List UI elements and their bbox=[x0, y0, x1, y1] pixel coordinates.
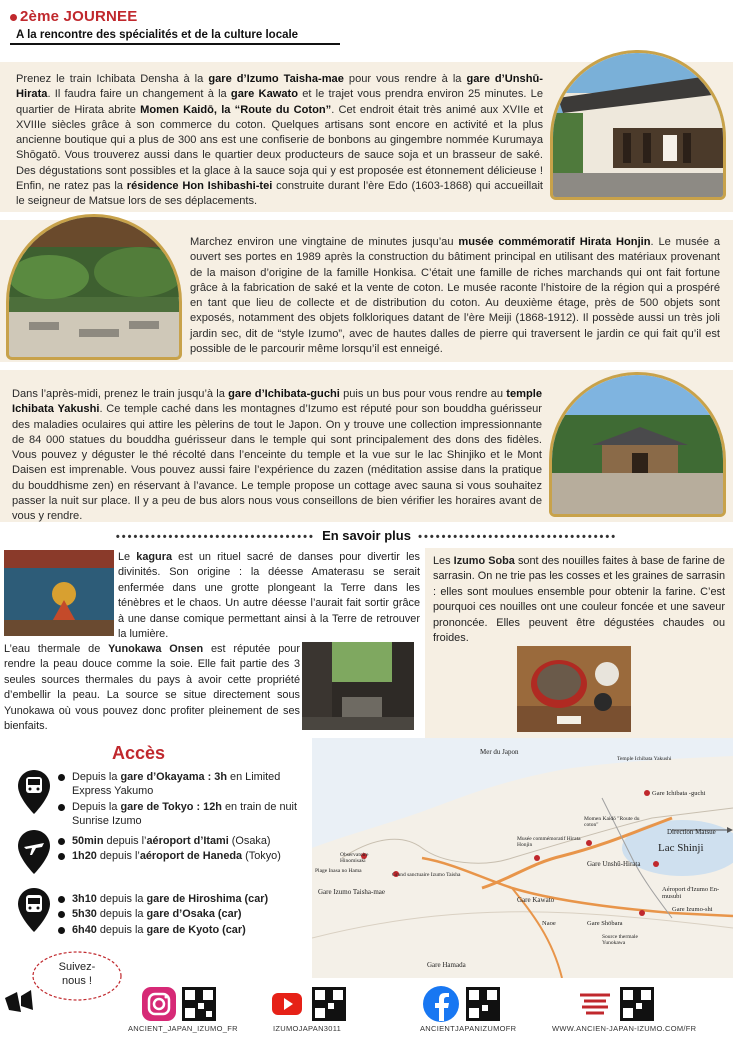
text-run: depuis la bbox=[96, 893, 147, 905]
instagram-label: ANCIENT_JAPAN_IZUMO_FR bbox=[128, 1024, 238, 1033]
text-run: (Tokyo) bbox=[242, 850, 281, 863]
plane-list bbox=[58, 834, 298, 865]
text-run: Marchez environ une vingtaine de minutes jusqu’au bbox=[190, 236, 459, 248]
bold-text: 3h10 bbox=[72, 893, 97, 905]
soba-text bbox=[433, 554, 725, 646]
acces-item bbox=[58, 849, 298, 863]
map-label: Gare Ichibata -guchi bbox=[652, 790, 706, 797]
bold-text: gare de Kyoto (car) bbox=[146, 923, 246, 936]
bold-text: gare de Hiroshima (car) bbox=[146, 893, 269, 905]
map-label: Source thermale Yunokawa bbox=[602, 934, 638, 946]
bold-text: gare d’Unshū-Hirata bbox=[16, 73, 543, 101]
bold-text: gare Kawato bbox=[230, 88, 299, 101]
text-run: . Le musée a ouvert ses portes en 1989 après la construction du bâtiment principal en utilisant des matériaux provenant de la maison d’origine de la famille Honkisa. C’était une famille de riches marchands qui ont fait fortune grâce à la fabrication de saké et la vente de coton. Le musée raconte l’histoire de la région qui a prospéré en tant que lieu de collecte et de distribution du coton. Au deuxième étage, près de 500 objets sont exposés, notamment des objets folkloriques datant de l’ère Meiji (1868-1912). Il possède aussi un très joli jardin sec, dit de “style Izumo”, avec de hautes dalles de pierre qui traversent le jardin ce qui fait qu’il est possible de le parcourir même lorsqu’il est enneigé. bbox=[190, 236, 721, 356]
text-run: en Limited Express Yakumo bbox=[72, 771, 281, 798]
acces-item bbox=[58, 770, 298, 799]
day-title: 2ème JOURNEE bbox=[10, 8, 370, 25]
acces-item bbox=[58, 923, 298, 937]
bus-list bbox=[58, 892, 298, 938]
bold-text: Izumo Soba bbox=[453, 555, 515, 567]
instagram-link[interactable] bbox=[142, 985, 220, 1028]
youtube-label: IZUMOJAPAN3011 bbox=[273, 1024, 342, 1033]
bold-text: aéroport d’Itami bbox=[146, 835, 229, 847]
onsen-text bbox=[4, 642, 300, 734]
map-label: Gare Shōbara bbox=[587, 920, 623, 927]
map-label: Gare Izumo Taisha-mae bbox=[318, 888, 386, 896]
bold-text: temple Ichibata Yakushi bbox=[12, 388, 543, 416]
website-link[interactable] bbox=[576, 985, 658, 1028]
section-ichibata-text bbox=[12, 387, 542, 525]
kagura-text bbox=[118, 550, 420, 642]
follow-us-text: Suivez-nous ! bbox=[58, 961, 96, 987]
bold-text: aéroport de Haneda bbox=[139, 850, 243, 863]
bold-text: gare d’Ichibata-guchi bbox=[228, 388, 340, 400]
text-run: Les bbox=[433, 555, 454, 567]
airplane-icon bbox=[18, 830, 58, 879]
bold-text: musée commémoratif Hirata Honjin bbox=[458, 236, 651, 248]
text-run: . Il faudra faire un changement à la bbox=[47, 88, 231, 101]
map-label: Aéroport d'Izumo En-musubi bbox=[662, 886, 720, 900]
map-label: Naoe bbox=[542, 920, 556, 927]
bold-text: gare d’Izumo Taisha-mae bbox=[208, 73, 344, 85]
bold-text: 6h40 bbox=[72, 923, 97, 936]
text-run: sont des nouilles faites à base de farine de sarrasin. On ne trie pas les cosses et les graines de sarrasin : elles sont moulues ensemble pour obtenir la farine. C’est pourquoi ces nouilles ont une couleur foncée et une saveur prononcée. Elles peuvent être dégustées chaudes ou froides. bbox=[433, 555, 725, 645]
bold-text: Yunokawa Onsen bbox=[108, 643, 204, 655]
more-title: •••••••••••••••••••••••••••••••••• En savoir plus •••••••••••••••••••••••••••••••••• bbox=[115, 528, 618, 543]
website-label: WWW.ANCIEN-JAPAN-IZUMO.COM/FR bbox=[552, 1024, 697, 1033]
bus-icon bbox=[18, 888, 58, 937]
text-run: puis un bus pour vous rendre au bbox=[339, 388, 507, 400]
map-label: Momen Kaidō "Route du coton" bbox=[584, 816, 640, 828]
text-run: depuis l’ bbox=[96, 850, 140, 863]
page-header bbox=[10, 8, 370, 45]
acces-item bbox=[58, 892, 298, 906]
bold-text: kagura bbox=[136, 551, 172, 563]
text-run: Prenez le train Ichibata Densha à la bbox=[16, 73, 209, 85]
text-run: Depuis la bbox=[72, 800, 121, 813]
text-run: pour vous rendre à la bbox=[343, 73, 467, 85]
photo-kagura bbox=[4, 550, 114, 636]
map-lake-label: Lac Shinji bbox=[658, 842, 704, 854]
bold-text: 5h30 bbox=[72, 908, 97, 921]
text-run: est un rituel sacré de danses pour divertir les divinités. Son origine : la déesse Amaterasu se serait enfermée dans une grotte plongeant la Terre dans les ténèbres et le chaos. Un autre déesse l’aurait fait sortir grâce à une danse comique permettant ainsi à la Terre de retrouver la lumière. bbox=[118, 551, 420, 641]
bold-text: 50min bbox=[72, 835, 104, 847]
map-label: Direction Matsue bbox=[667, 828, 716, 836]
map-label: Gare Kawato bbox=[517, 896, 555, 904]
text-run: construite durant l’ère Edo (1603-1868) qui accueillait le seigneur de Matsue lors de ses déplacements. bbox=[16, 180, 543, 208]
acces-item bbox=[58, 800, 298, 829]
train-icon bbox=[18, 770, 58, 819]
map-label: Plage Inasa no Hama bbox=[315, 868, 362, 874]
text-run: Le bbox=[118, 551, 137, 563]
text-run: Depuis la bbox=[72, 771, 121, 783]
text-run: depuis l’ bbox=[103, 835, 147, 847]
map-label: Grand sanctuaire Izumo Taisha bbox=[392, 872, 461, 878]
text-run: depuis la bbox=[96, 908, 147, 921]
text-run: (Osaka) bbox=[228, 835, 271, 847]
acces-item bbox=[58, 907, 298, 921]
section-honjin-text bbox=[190, 235, 720, 357]
text-run: et le trajet vous prendra environ 25 minutes. Le quartier de Hirata abrite bbox=[16, 88, 544, 116]
map-sea-label: Mer du Japon bbox=[480, 748, 519, 756]
facebook-label: ANCIENTJAPANIZUMOFR bbox=[420, 1024, 517, 1033]
photo-yunokawa-onsen bbox=[302, 642, 414, 730]
bold-text: gare de Tokyo : 12h bbox=[120, 800, 222, 813]
acces-item bbox=[58, 834, 298, 848]
youtube-link[interactable] bbox=[272, 985, 350, 1028]
acces-title: Accès bbox=[112, 743, 166, 763]
day-subtitle: A la rencontre des spécialités et de la culture locale bbox=[10, 29, 340, 45]
text-run: . Ce temple caché dans les montagnes d’Izumo est réputé pour son bouddha guérisseur des maladies oculaires qui attire les pèlerins de tout le Japon. On y trouve une collection impressionnante de 84 000 statues du bouddha guérisseur dans le temple qui sont principalement des dons des fidèles. Vous pouvez y déguster le thé récolté dans l’enceinte du temple et la vue sur le lac Shinjiko et le Mont Daisen est imprenable. Vous pouvez aussi faire l’expérience du zazen (méditation assise dans la pratique du bouddhisme zen) en réservant à l’avance. Le temple propose un cottage avec sauna si vous souhaitez passer la nuit sur place. Il y a peu de bus alors nous vous conseillons de bien vérifier les horaires avant de vous y rendre. bbox=[12, 403, 542, 523]
text-run: en train de nuit Sunrise Izumo bbox=[72, 800, 297, 828]
facebook-link[interactable] bbox=[422, 985, 504, 1028]
soba-box bbox=[425, 548, 733, 738]
bold-text: Momen Kaidō, la “Route du Coton” bbox=[140, 103, 332, 116]
map-label: Gare Hamada bbox=[427, 961, 466, 969]
bold-text: résidence Hon Ishibashi-tei bbox=[126, 180, 273, 193]
region-map bbox=[312, 738, 733, 978]
map-label: Gare Izumo-shi bbox=[672, 906, 713, 913]
text-run: L’eau thermale de bbox=[4, 643, 109, 655]
bold-text: gare d’Osaka (car) bbox=[146, 908, 242, 921]
train-list bbox=[58, 770, 298, 830]
text-run: est réputée pour rendre la peau douce comme la soie. Elle fait partie des 3 seules sources thermales du pays à avoir cette propriété d’embellir la peau. La source se situe directement sous Yunokawa où vous pouvez donc profiter pleinement de ses bienfaits. bbox=[4, 643, 300, 733]
text-run: Dans l’après-midi, prenez le train jusqu’à la bbox=[12, 388, 229, 400]
photo-izumo-soba bbox=[517, 646, 631, 732]
text-run: . Cet endroit était très animé aux XVIIe et XVIIIe siècles grâce à son commerce du coton. Quelques artisans sont encore en activité et la plus ancienne boutique qui a plus de 300 ans est une confiserie de bonbons au gingembre nommée Kurumaya Shōgatō. Vous trouverez aussi dans le quartier deux producteurs de sauce soja et un brasseur de saké. Des dégustations sont possibles et la glace à la sauce soja qui y est proposée est étonnement délicieuse ! Enfin, ne ratez pas la bbox=[16, 103, 543, 193]
section-hirata-text bbox=[16, 72, 543, 210]
map-label: Observatoire Hinomisaki bbox=[340, 852, 369, 864]
bold-text: 1h20 bbox=[72, 850, 97, 863]
text-run: depuis la bbox=[96, 923, 147, 936]
map-label: Gare Unshū-Hirata bbox=[587, 860, 641, 868]
map-label: Musée commémoratif Hirata Honjin bbox=[517, 836, 581, 848]
map-label: Temple Ichibata Yakushi bbox=[617, 756, 672, 762]
bold-text: gare d’Okayama : 3h bbox=[120, 771, 227, 783]
